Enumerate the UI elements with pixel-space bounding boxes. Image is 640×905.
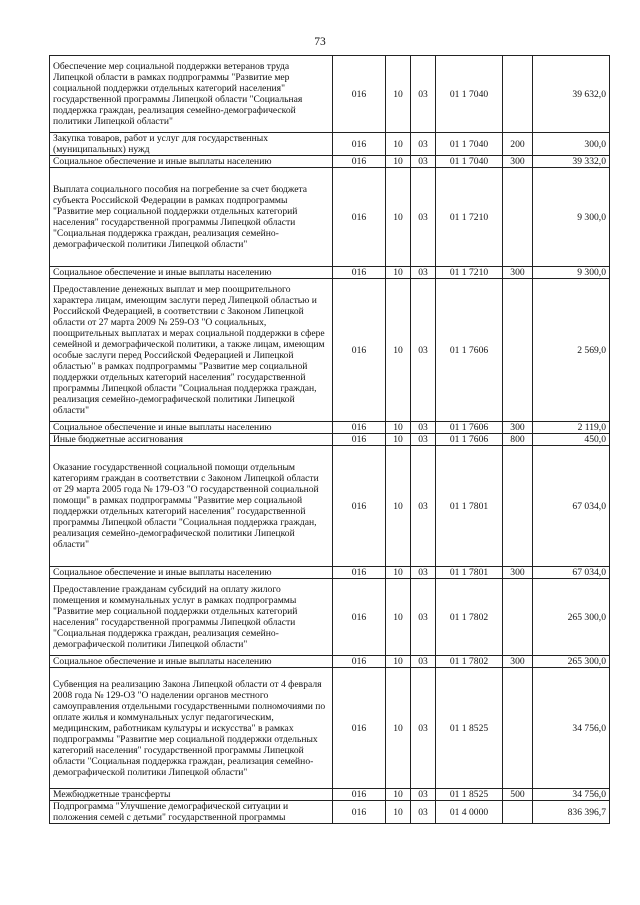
subsection-code: 03 <box>411 434 436 446</box>
section-code: 10 <box>386 789 411 801</box>
row-name: Социальное обеспечение и иные выплаты населению <box>50 156 333 168</box>
amount: 300,0 <box>533 133 610 156</box>
row-name: Закупка товаров, работ и услуг для государственных (муниципальных) нужд <box>50 133 333 156</box>
target-article: 01 1 7040 <box>436 156 503 168</box>
section-code: 10 <box>386 267 411 279</box>
table-row <box>50 656 610 668</box>
row-name: Выплата социального пособия на погребение за счет бюджета субъекта Российской Федерации в рамках подпрограммы "Развитие мер социальной поддержки отдельных категорий населения" государственной программы Липецкой области "Социальная поддержка граждан, реализация семейно-демографической политики Липецкой области" <box>50 168 333 267</box>
table-row <box>50 133 610 156</box>
section-code: 10 <box>386 579 411 656</box>
expense-type <box>503 279 533 422</box>
amount: 67 034,0 <box>533 446 610 567</box>
target-article: 01 1 7801 <box>436 446 503 567</box>
table-row <box>50 267 610 279</box>
expense-type: 300 <box>503 156 533 168</box>
ministry-code: 016 <box>333 656 386 668</box>
ministry-code: 016 <box>333 56 386 133</box>
amount: 34 756,0 <box>533 789 610 801</box>
section-code: 10 <box>386 668 411 789</box>
row-name: Подпрограмма "Улучшение демографической ситуации и положения семей с детьми" государственной программы <box>50 801 333 824</box>
row-name: Межбюджетные трансферты <box>50 789 333 801</box>
budget-table <box>49 55 610 824</box>
subsection-code: 03 <box>411 56 436 133</box>
expense-type <box>503 168 533 267</box>
amount: 2 119,0 <box>533 422 610 434</box>
target-article: 01 1 8525 <box>436 789 503 801</box>
ministry-code: 016 <box>333 422 386 434</box>
ministry-code: 016 <box>333 434 386 446</box>
subsection-code: 03 <box>411 789 436 801</box>
table-row <box>50 168 610 267</box>
ministry-code: 016 <box>333 567 386 579</box>
subsection-code: 03 <box>411 133 436 156</box>
subsection-code: 03 <box>411 446 436 567</box>
expense-type <box>503 668 533 789</box>
expense-type: 300 <box>503 656 533 668</box>
expense-type <box>503 56 533 133</box>
table-row <box>50 56 610 133</box>
target-article: 01 1 8525 <box>436 668 503 789</box>
expense-type <box>503 579 533 656</box>
table-row <box>50 668 610 789</box>
target-article: 01 1 7210 <box>436 168 503 267</box>
subsection-code: 03 <box>411 656 436 668</box>
ministry-code: 016 <box>333 789 386 801</box>
expense-type: 500 <box>503 789 533 801</box>
table-row <box>50 446 610 567</box>
amount: 39 332,0 <box>533 156 610 168</box>
subsection-code: 03 <box>411 801 436 824</box>
ministry-code: 016 <box>333 168 386 267</box>
amount: 450,0 <box>533 434 610 446</box>
target-article: 01 4 0000 <box>436 801 503 824</box>
expense-type <box>503 446 533 567</box>
subsection-code: 03 <box>411 267 436 279</box>
page-number: 73 <box>314 36 326 48</box>
expense-type: 300 <box>503 422 533 434</box>
section-code: 10 <box>386 434 411 446</box>
row-name: Социальное обеспечение и иные выплаты населению <box>50 656 333 668</box>
row-name: Субвенция на реализацию Закона Липецкой области от 4 февраля 2008 года № 129-ОЗ "О наделении органов местного самоуправления отдельными государственными полномочиями по оплате жилья и коммунальных услуг педагогическим, медицинским, работникам культуры и искусства" в рамках подпрограммы "Развитие мер социальной поддержки отдельных категорий населения" государственной программы Липецкой области "Социальная поддержка граждан, реализация семейно-демографической политики Липецкой области" <box>50 668 333 789</box>
amount: 9 300,0 <box>533 267 610 279</box>
section-code: 10 <box>386 446 411 567</box>
section-code: 10 <box>386 422 411 434</box>
amount: 39 632,0 <box>533 56 610 133</box>
ministry-code: 016 <box>333 668 386 789</box>
section-code: 10 <box>386 279 411 422</box>
row-name: Социальное обеспечение и иные выплаты населению <box>50 567 333 579</box>
ministry-code: 016 <box>333 267 386 279</box>
target-article: 01 1 7040 <box>436 133 503 156</box>
amount: 836 396,7 <box>533 801 610 824</box>
target-article: 01 1 7210 <box>436 267 503 279</box>
table-row <box>50 156 610 168</box>
table-row <box>50 801 610 824</box>
ministry-code: 016 <box>333 446 386 567</box>
section-code: 10 <box>386 567 411 579</box>
table-row <box>50 422 610 434</box>
subsection-code: 03 <box>411 567 436 579</box>
target-article: 01 1 7802 <box>436 656 503 668</box>
target-article: 01 1 7040 <box>436 56 503 133</box>
subsection-code: 03 <box>411 279 436 422</box>
subsection-code: 03 <box>411 668 436 789</box>
section-code: 10 <box>386 56 411 133</box>
table-row <box>50 579 610 656</box>
amount: 2 569,0 <box>533 279 610 422</box>
amount: 34 756,0 <box>533 668 610 789</box>
subsection-code: 03 <box>411 168 436 267</box>
row-name: Иные бюджетные ассигнования <box>50 434 333 446</box>
section-code: 10 <box>386 801 411 824</box>
section-code: 10 <box>386 133 411 156</box>
section-code: 10 <box>386 156 411 168</box>
row-name: Предоставление денежных выплат и мер поощрительного характера лицам, имеющим заслуги перед Липецкой областью и Российской Федерацией, в соответствии с Законом Липецкой области от 27 марта 2009 № 259-ОЗ "О социальных, поощрительных выплатах и мерах социальной поддержки в сфере семейной и демографической политики, а также лицам, имеющим особые заслуги перед Российской Федерацией и Липецкой областью" в рамках подпрограммы "Развитие мер социальной поддержки отдельных категорий населения" государственной программы Липецкой области "Социальная поддержка граждан, реализация семейно-демографической политики Липецкой области" <box>50 279 333 422</box>
amount: 265 300,0 <box>533 656 610 668</box>
ministry-code: 016 <box>333 156 386 168</box>
expense-type: 300 <box>503 567 533 579</box>
row-name: Предоставление гражданам субсидий на оплату жилого помещения и коммунальных услуг в рамках подпрограммы "Развитие мер социальной поддержки отдельных категорий населения" государственной программы Липецкой области "Социальная поддержка граждан, реализация семейно-демографической политики Липецкой области" <box>50 579 333 656</box>
section-code: 10 <box>386 656 411 668</box>
subsection-code: 03 <box>411 156 436 168</box>
target-article: 01 1 7606 <box>436 422 503 434</box>
expense-type: 200 <box>503 133 533 156</box>
row-name: Социальное обеспечение и иные выплаты населению <box>50 422 333 434</box>
subsection-code: 03 <box>411 579 436 656</box>
expense-type: 800 <box>503 434 533 446</box>
table-row <box>50 279 610 422</box>
table-row <box>50 567 610 579</box>
ministry-code: 016 <box>333 579 386 656</box>
amount: 265 300,0 <box>533 579 610 656</box>
row-name: Оказание государственной социальной помощи отдельным категориям граждан в соответствии с Законом Липецкой области от 29 марта 2005 года № 179-ОЗ "О государственной социальной помощи" в рамках подпрограммы "Развитие мер социальной поддержки отдельных категорий населения" государственной программы Липецкой области "Социальная поддержка граждан, реализация семейно-демографической политики Липецкой области" <box>50 446 333 567</box>
expense-type <box>503 801 533 824</box>
amount: 9 300,0 <box>533 168 610 267</box>
ministry-code: 016 <box>333 801 386 824</box>
table-row <box>50 789 610 801</box>
ministry-code: 016 <box>333 279 386 422</box>
target-article: 01 1 7801 <box>436 567 503 579</box>
row-name: Социальное обеспечение и иные выплаты населению <box>50 267 333 279</box>
table-row <box>50 434 610 446</box>
row-name: Обеспечение мер социальной поддержки ветеранов труда Липецкой области в рамках подпрограммы "Развитие мер социальной поддержки отдельных категорий населения" государственной программы Липецкой области "Социальная поддержка граждан, реализация семейно-демографической политики Липецкой области" <box>50 56 333 133</box>
section-code: 10 <box>386 168 411 267</box>
amount: 67 034,0 <box>533 567 610 579</box>
expense-type: 300 <box>503 267 533 279</box>
ministry-code: 016 <box>333 133 386 156</box>
target-article: 01 1 7802 <box>436 579 503 656</box>
target-article: 01 1 7606 <box>436 434 503 446</box>
target-article: 01 1 7606 <box>436 279 503 422</box>
subsection-code: 03 <box>411 422 436 434</box>
